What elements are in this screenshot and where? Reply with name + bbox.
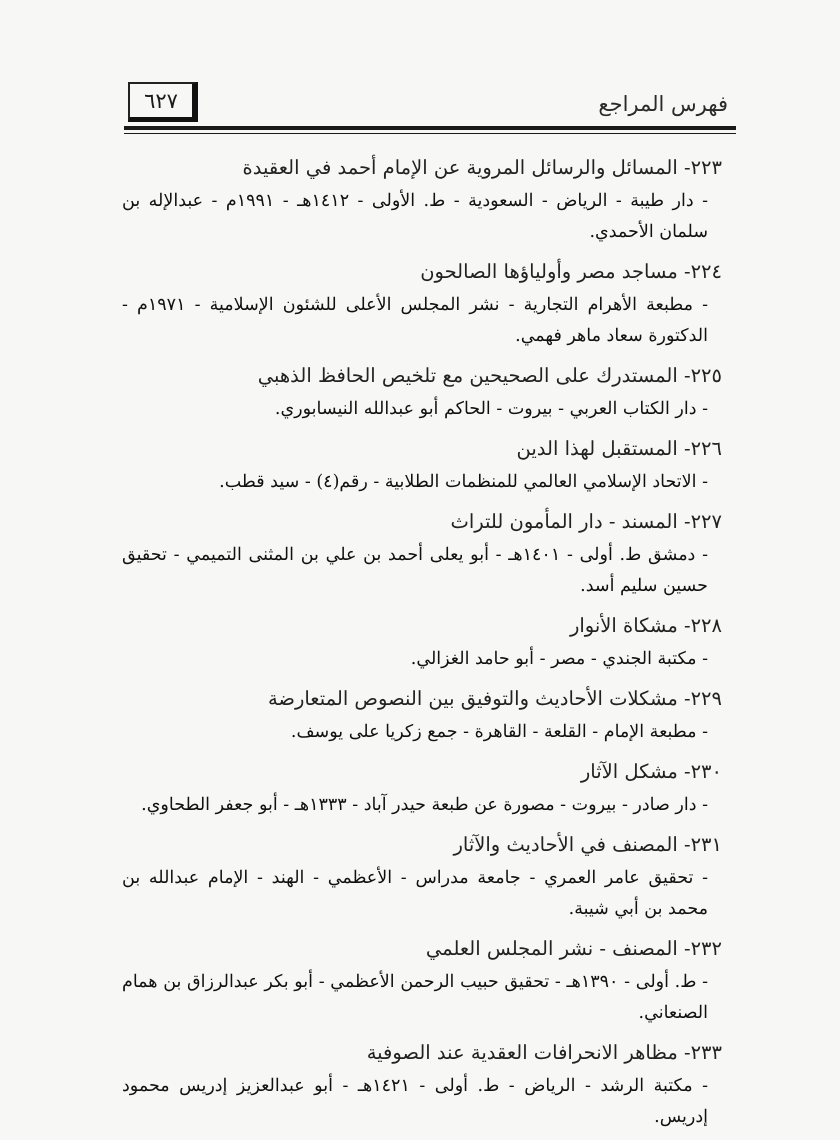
entry-detail: - مطبعة الأهرام التجارية - نشر المجلس الأعلى للشئون الإسلامية - ١٩٧١م - الدكتورة سعاد ماهر فهمي. — [122, 295, 709, 346]
reference-list — [122, 150, 722, 1139]
reference-entry-225 — [122, 358, 722, 425]
entry-title: ٢٢٧- المسند - دار المأمون للتراث — [450, 510, 722, 533]
reference-entry-227 — [122, 504, 722, 602]
entry-title: ٢٢٥- المستدرك على الصحيحين مع تلخيص الحافظ الذهبي — [257, 364, 722, 387]
reference-entry-233 — [122, 1035, 722, 1133]
entry-detail: - ط. أولى - ١٣٩٠هـ - تحقيق حبيب الرحمن الأعظمي - أبو بكر عبدالرزاق بن همام الصنعاني. — [122, 972, 708, 1023]
entry-detail: - مكتبة الرشد - الرياض - ط. أولى - ١٤٢١هـ - أبو عبدالعزيز إدريس محمود إدريس. — [122, 1076, 708, 1127]
entry-title: ٢٢٤- مساجد مصر وأولياؤها الصالحون — [420, 260, 722, 283]
entry-detail: - دار صادر - بيروت - مصورة عن طبعة حيدر آباد - ١٣٣٣هـ - أبو جعفر الطحاوي. — [141, 795, 708, 815]
entry-detail: - دار الكتاب العربي - بيروت - الحاكم أبو عبدالله النيسابوري. — [274, 399, 708, 419]
entry-detail: - دار طيبة - الرياض - السعودية - ط. الأولى - ١٤١٢هـ - ١٩٩١م - عبدالإله بن سلمان الأحمدي. — [122, 191, 708, 242]
page-number: ٦٢٧ — [128, 82, 198, 122]
reference-entry-231 — [122, 827, 722, 925]
header-rule-thick — [124, 126, 736, 130]
reference-entry-229 — [122, 681, 722, 748]
entry-title: ٢٢٣- المسائل والرسائل المروية عن الإمام أحمد في العقيدة — [242, 156, 722, 179]
entry-title: ٢٢٩- مشكلات الأحاديث والتوفيق بين النصوص المتعارضة — [267, 687, 722, 710]
reference-entry-223 — [122, 150, 722, 248]
header-rule-thin — [124, 133, 736, 134]
reference-entry-226 — [122, 431, 722, 498]
entry-detail: - الاتحاد الإسلامي العالمي للمنظمات الطلابية - رقم(٤) - سيد قطب. — [219, 472, 708, 492]
entry-title: ٢٣١- المصنف في الأحاديث والآثار — [453, 833, 722, 856]
reference-entry-230 — [122, 754, 722, 821]
reference-entry-232 — [122, 931, 722, 1029]
entry-title: ٢٣٠- مشكل الآثار — [580, 760, 722, 783]
entry-title: ٢٣٣- مظاهر الانحرافات العقدية عند الصوفية — [366, 1041, 722, 1064]
entry-title: ٢٢٨- مشكاة الأنوار — [569, 614, 722, 637]
entry-detail: - مكتبة الجندي - مصر - أبو حامد الغزالي. — [410, 649, 708, 669]
entry-detail: - تحقيق عامر العمري - جامعة مدراس - الأعظمي - الهند - الإمام عبدالله بن محمد بن أبي شيبة. — [122, 868, 708, 919]
entry-detail: - مطبعة الإمام - القلعة - القاهرة - جمع زكريا على يوسف. — [290, 722, 708, 742]
running-header-title: فهرس المراجع — [598, 92, 728, 116]
entry-title: ٢٣٢- المصنف - نشر المجلس العلمي — [425, 937, 722, 960]
entry-detail: - دمشق ط. أولى - ١٤٠١هـ - أبو يعلى أحمد بن علي بن المثنى التميمي - تحقيق حسين سليم أسد. — [122, 545, 708, 596]
reference-entry-228 — [122, 608, 722, 675]
entry-title: ٢٢٦- المستقبل لهذا الدين — [516, 437, 722, 460]
reference-entry-224 — [122, 254, 722, 352]
